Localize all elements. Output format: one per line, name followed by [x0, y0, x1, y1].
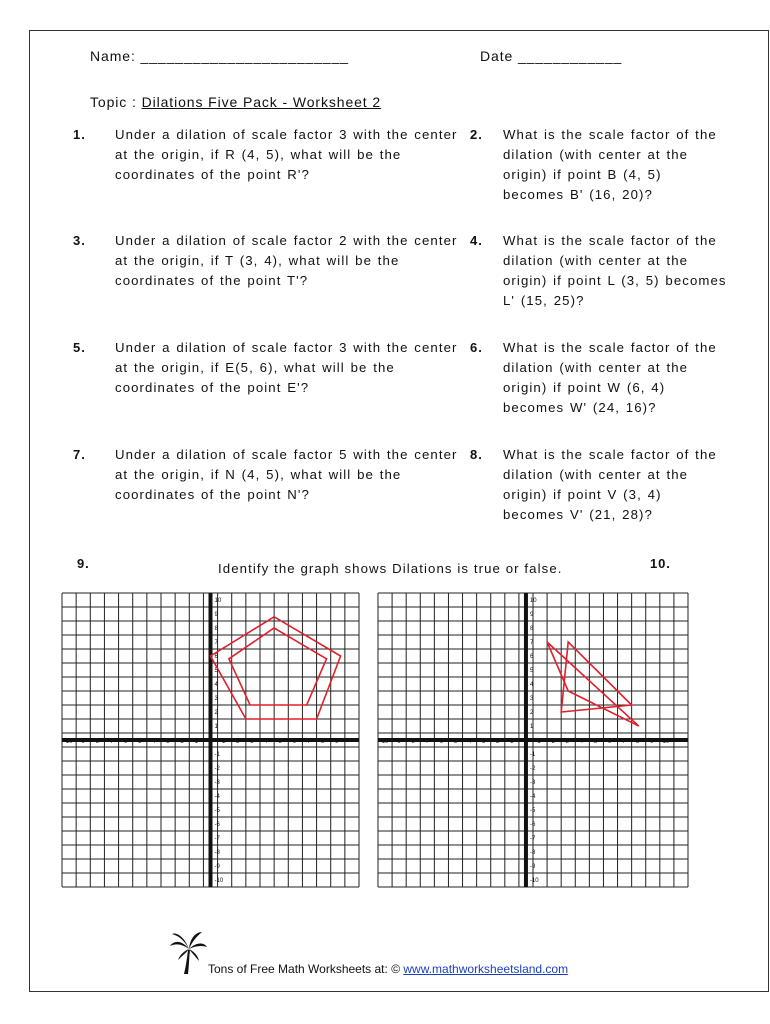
question-number: 1. [73, 127, 86, 142]
x-tick-label: 1 [221, 739, 226, 745]
footer-link[interactable]: www.mathworksheetsland.com [403, 962, 569, 976]
original-shape [211, 617, 341, 719]
y-tick-label: 6 [529, 654, 534, 660]
x-tick-label: -4 [150, 739, 156, 745]
question-line: at the origin, if E(5, 6), what will be the [115, 360, 395, 375]
x-tick-label: -10 [379, 739, 389, 745]
grid-svg [61, 592, 360, 888]
question-line: Under a dilation of scale factor 3 with the center [115, 340, 458, 355]
y-tick-label: -8 [529, 850, 536, 856]
question-number: 5. [73, 340, 86, 355]
x-tick-label: -7 [107, 739, 114, 745]
x-tick-label: -8 [409, 739, 415, 745]
question-line: at the origin, if R (4, 5), what will be the [115, 147, 402, 162]
y-tick-label: -2 [214, 766, 220, 772]
x-tick-label: 3 [250, 739, 254, 745]
y-tick-label: 7 [529, 640, 534, 646]
x-tick-label: -10 [63, 739, 73, 745]
y-tick-label: -7 [214, 836, 220, 842]
question-9-number: 9. [77, 556, 90, 571]
topic-title: Dilations Five Pack - Worksheet 2 [141, 94, 382, 110]
x-tick-label: 2 [551, 739, 555, 745]
x-tick-label: 9 [335, 739, 339, 745]
y-tick-label: 3 [529, 696, 534, 702]
y-tick-label: 10 [214, 598, 222, 604]
coordinate-grid-9 [61, 592, 360, 893]
y-tick-label: -6 [529, 822, 536, 828]
question-line: becomes B' (16, 20)? [503, 187, 653, 202]
question-line: becomes W' (24, 16)? [503, 400, 657, 415]
x-tick-label: 5 [278, 739, 282, 745]
x-tick-label: 5 [593, 739, 598, 745]
grid-svg [377, 592, 689, 888]
x-tick-label: 2 [236, 739, 240, 745]
x-tick-label: -1 [192, 739, 199, 745]
x-tick-label: 10 [662, 739, 670, 745]
coordinate-grid-10 [377, 592, 689, 893]
y-tick-label: 1 [529, 724, 534, 730]
x-tick-label: -8 [93, 739, 100, 745]
x-tick-label: 4 [579, 739, 583, 745]
x-tick-label: 8 [636, 739, 640, 745]
question-text [115, 125, 458, 185]
footer-text: Tons of Free Math Worksheets at: © [208, 962, 404, 976]
question-line: L' (15, 25)? [503, 293, 585, 308]
date-field-label: Date ____________ [480, 48, 623, 64]
x-tick-label: -2 [494, 739, 500, 745]
question-10-number: 10. [650, 556, 671, 571]
question-line: dilation (with center at the [503, 360, 689, 375]
y-tick-label: -10 [214, 878, 224, 884]
y-tick-label: -7 [529, 836, 536, 842]
question-line: Under a dilation of scale factor 3 with the center [115, 127, 458, 142]
x-tick-label: 3 [565, 739, 569, 745]
y-tick-label: 5 [529, 668, 534, 674]
y-tick-label: 8 [214, 626, 218, 632]
y-tick-label: -4 [214, 794, 220, 800]
x-tick-label: 4 [264, 739, 268, 745]
question-text [115, 338, 458, 398]
y-tick-label: 6 [214, 654, 218, 660]
x-tick-label: 8 [320, 739, 325, 745]
x-tick-label: 1 [537, 739, 541, 745]
question-text [503, 125, 717, 205]
y-tick-label: -3 [529, 780, 536, 786]
question-line: What is the scale factor of the [503, 127, 717, 142]
question-line: dilation (with center at the [503, 147, 689, 162]
x-tick-label: -5 [451, 739, 458, 745]
x-tick-label: 9 [650, 739, 654, 745]
question-line: origin) if point W (6, 4) [503, 380, 666, 395]
name-field-label: Name: ________________________ [90, 48, 349, 64]
y-tick-label: -5 [214, 808, 220, 814]
x-tick-label: -6 [437, 739, 444, 745]
question-line: Under a dilation of scale factor 2 with the center [115, 233, 458, 248]
question-line: coordinates of the point N'? [115, 487, 310, 502]
question-text [503, 445, 717, 525]
y-tick-label: 4 [529, 682, 534, 688]
x-tick-label: -3 [480, 739, 486, 745]
question-number: 3. [73, 233, 86, 248]
x-tick-label: -5 [136, 739, 142, 745]
y-tick-label: 8 [529, 626, 534, 632]
x-tick-label: -3 [164, 739, 170, 745]
question-line: dilation (with center at the [503, 253, 689, 268]
y-tick-label: 7 [214, 640, 218, 646]
x-tick-label: -6 [121, 739, 128, 745]
palm-tree-icon [168, 928, 208, 976]
question-line: at the origin, if N (4, 5), what will be the [115, 467, 402, 482]
question-number: 7. [73, 447, 86, 462]
question-line: What is the scale factor of the [503, 233, 717, 248]
topic-prefix: Topic : [90, 94, 142, 110]
y-tick-label: -1 [214, 752, 220, 758]
question-number: 8. [470, 447, 483, 462]
x-tick-label: 7 [621, 739, 626, 745]
y-tick-label: -8 [214, 850, 220, 856]
question-line: origin) if point V (3, 4) [503, 487, 662, 502]
question-text [115, 231, 458, 291]
y-tick-label: -6 [214, 822, 220, 828]
y-tick-label: -9 [214, 864, 220, 870]
question-number: 2. [470, 127, 483, 142]
y-tick-label: 1 [214, 724, 218, 730]
y-tick-label: -3 [214, 780, 220, 786]
question-line: coordinates of the point T'? [115, 273, 309, 288]
question-line: What is the scale factor of the [503, 447, 717, 462]
y-tick-label: 9 [529, 612, 534, 618]
y-tick-label: 2 [529, 710, 534, 716]
y-tick-label: -5 [529, 808, 536, 814]
question-text [115, 445, 458, 505]
question-line: coordinates of the point E'? [115, 380, 310, 395]
y-tick-label: 5 [214, 668, 218, 674]
x-tick-label: 6 [607, 739, 612, 745]
x-tick-label: -4 [465, 739, 472, 745]
x-tick-label: -9 [395, 739, 401, 745]
question-line: becomes V' (21, 28)? [503, 507, 653, 522]
question-number: 6. [470, 340, 483, 355]
topic-line [90, 94, 381, 110]
y-tick-label: 2 [214, 710, 218, 716]
question-line: coordinates of the point R'? [115, 167, 310, 182]
y-tick-label: 10 [529, 598, 537, 604]
question-line: origin) if point L (3, 5) becomes [503, 273, 727, 288]
question-number: 4. [470, 233, 483, 248]
question-line: What is the scale factor of the [503, 340, 717, 355]
graph-instruction: Identify the graph shows Dilations is true or false. [218, 561, 563, 576]
x-tick-label: -9 [79, 739, 85, 745]
y-tick-label: -9 [529, 864, 536, 870]
question-line: origin) if point B (4, 5) [503, 167, 662, 182]
x-tick-label: -1 [508, 739, 514, 745]
x-tick-label: -2 [178, 739, 184, 745]
question-text [503, 231, 727, 311]
y-tick-label: -1 [529, 752, 536, 758]
y-tick-label: 3 [214, 696, 218, 702]
y-tick-label: 9 [214, 612, 218, 618]
x-tick-label: 7 [306, 739, 311, 745]
y-tick-label: 4 [214, 682, 218, 688]
question-line: Under a dilation of scale factor 5 with the center [115, 447, 458, 462]
footer [208, 962, 568, 976]
question-line: at the origin, if T (3, 4), what will be the [115, 253, 400, 268]
question-line: dilation (with center at the [503, 467, 689, 482]
y-tick-label: -4 [529, 794, 536, 800]
question-text [503, 338, 717, 418]
y-tick-label: -2 [529, 766, 536, 772]
x-tick-label: -7 [423, 739, 429, 745]
x-tick-label: 6 [292, 739, 297, 745]
y-tick-label: -10 [529, 878, 539, 884]
